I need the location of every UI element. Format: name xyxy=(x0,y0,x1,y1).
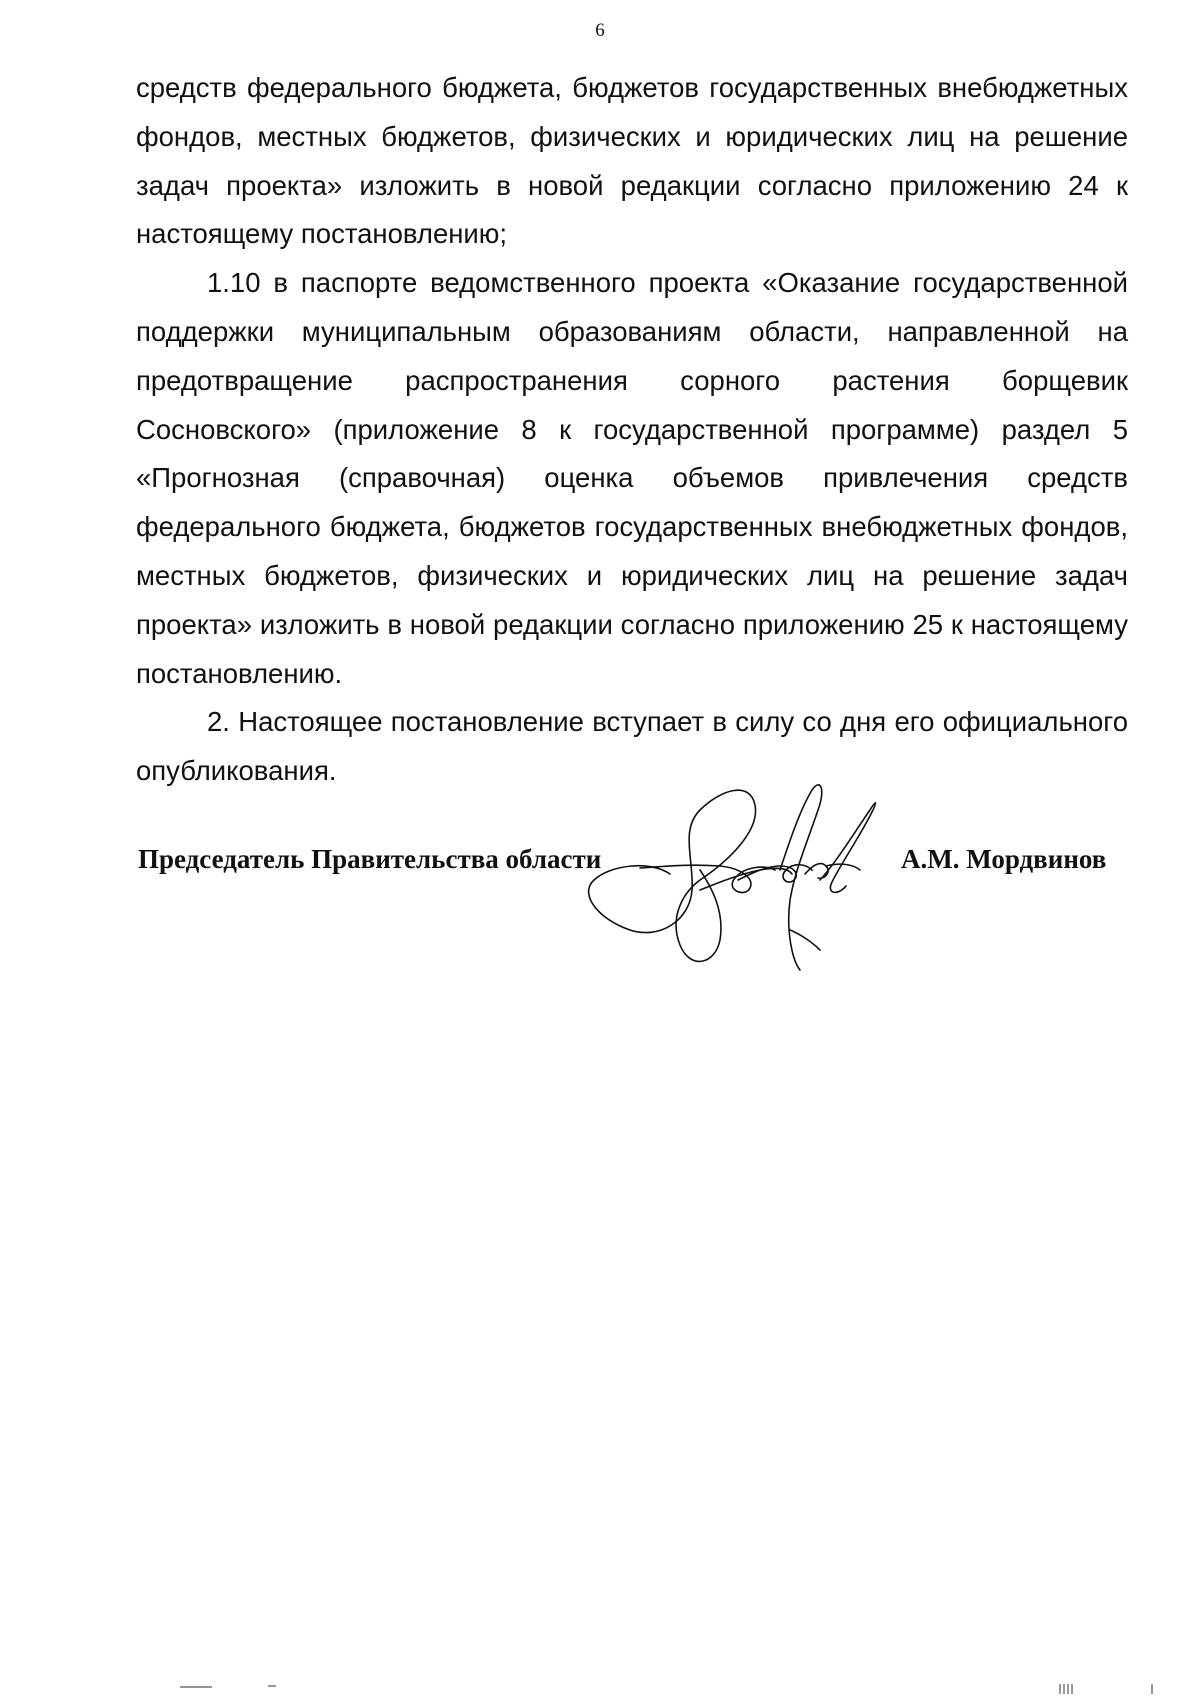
document-body xyxy=(136,64,1128,796)
page-number: 6 xyxy=(595,20,605,41)
paragraph-item-1-10: 1.10 в паспорте ведомственного проекта «Оказание государственной поддержки муниципальным образованиям области, направленной на предотвращение распространения сорного растения борщевик Сосновского» (приложение 8 к государственной программе) раздел 5 «Прогнозная (справочная) оценка объемов привлечения средств федерального бюджета, бюджетов государственных внебюджетных фондов, местных бюджетов, физических и юридических лиц на решение задач проекта» изложить в новой редакции согласно приложению 25 к настоящему постановлению. xyxy=(136,267,1128,689)
scan-edge-marks xyxy=(0,1682,1200,1697)
handwritten-signature xyxy=(580,770,940,980)
signatory-name: А.М. Мордвинов xyxy=(901,844,1107,874)
signatory-title: Председатель Правительства области xyxy=(138,844,602,874)
paragraph-item-2: 2. Настоящее постановление вступает в силу со дня его официального опубликования. xyxy=(136,706,1128,787)
paragraph-continuation: средств федерального бюджета, бюджетов государственных внебюджетных фондов, местных бюджетов, физических и юридических лиц на решение задач проекта» изложить в новой редакции согласно приложению 24 к настоящему постановлению; xyxy=(136,72,1128,250)
